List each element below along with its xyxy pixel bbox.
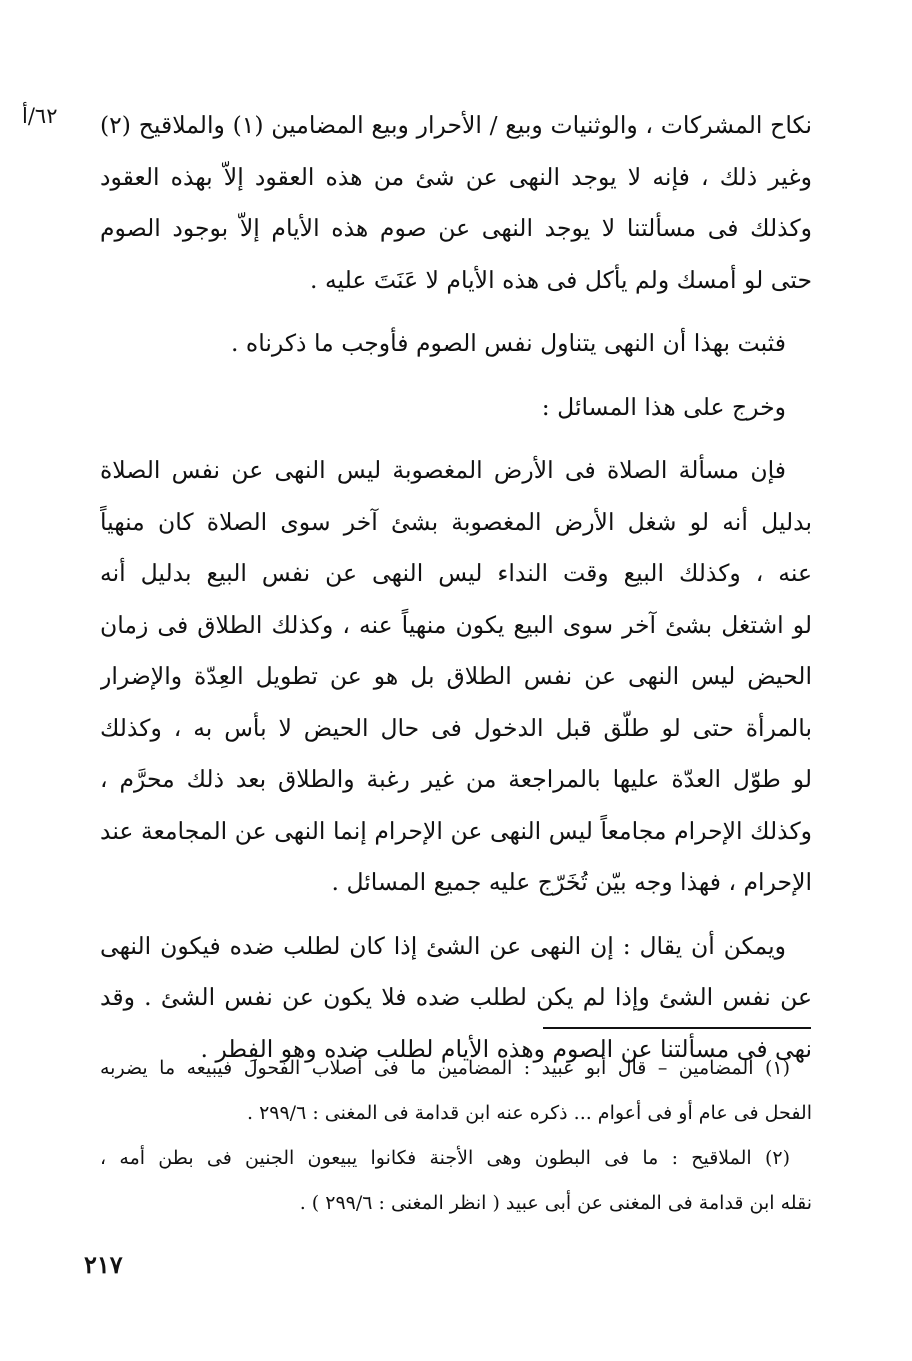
text-line: نهى فى مسألتنا عن الصوم وهذه الأيام لطلب ضده وهو الفِطر . — [200, 1034, 812, 1063]
footnote-line: (١) المضامين – قال أبو عبيد : المضامين ما فى أصلاب الفحول فيبيعه ما يضربه — [100, 1057, 790, 1079]
text-line: عنه ، وكذلك البيع وقت النداء ليس النهى عن نفس البيع بدليل أنه — [100, 559, 812, 587]
text-line: حتى لو أمسك ولم يأكل فى هذه الأيام لا عَنَتَ عليه . — [310, 265, 812, 294]
footnote-2 — [100, 1136, 812, 1226]
footnote-line: نقله ابن قدامة فى المغنى عن أبى عبيد ( انظر المغنى : ٢٩٩/٦ ) . — [299, 1192, 812, 1214]
footnote-separator — [543, 1027, 811, 1029]
footnote-line: الفحل فى عام أو فى أعوام ... ذكره عنه ابن قدامة فى المغنى : ٢٩٩/٦ . — [246, 1102, 812, 1124]
text-line: وغير ذلك ، فإنه لا يوجد النهى عن شئ من هذه العقود إلاّ بهذه العقود — [100, 162, 812, 191]
paragraph-4 — [100, 445, 812, 909]
text-line: نكاح المشركات ، والوثنيات وبيع / الأحرار وبيع المضامين (١) والملاقيح (٢) — [100, 111, 812, 139]
text-line: فإن مسألة الصلاة فى الأرض المغصوبة ليس النهى عن نفس الصلاة — [100, 456, 786, 484]
text-line: بدليل أنه لو شغل الأرض المغصوبة بشئ آخر سوى الصلاة كان منهياً — [100, 507, 812, 536]
text-line: لو طوّل العدّة عليها بالمراجعة من غير رغبة والطلاق بعد ذلك محرَّم ، — [100, 765, 812, 793]
text-line: الإحرام ، فهذا وجه بيّن تُخَرّج عليه جميع المسائل . — [331, 868, 812, 896]
paragraph-1 — [100, 100, 812, 306]
paragraph-3: وخرج على هذا المسائل : — [541, 392, 786, 421]
text-line: وكذلك فى مسألتنا لا يوجد النهى عن صوم هذه الأيام إلاّ بوجود الصوم — [100, 214, 812, 242]
footnote-1 — [100, 1046, 812, 1136]
main-text — [100, 100, 812, 1075]
footnote-line: (٢) الملاقيح : ما فى البطون وهى الأجنة فكانوا يبيعون الجنين فى بطن أمه ، — [100, 1147, 790, 1169]
text-line: بالمرأة حتى لو طلّق قبل الدخول فى حال الحيض لا بأس به ، وكذلك — [100, 713, 812, 742]
page-number: ٢١٧ — [84, 1250, 123, 1279]
text-line: وكذلك الإحرام مجامعاً ليس النهى عن الإحرام إنما النهى عن المجامعة عند — [100, 816, 812, 845]
text-line: عن نفس الشئ وإذا لم يكن لطلب ضده فلا يكون عن نفس الشئ . وقد — [100, 983, 812, 1011]
text-line: ويمكن أن يقال : إن النهى عن الشئ إذا كان لطلب ضده فيكون النهى — [100, 931, 786, 960]
footnotes — [100, 1046, 812, 1226]
text-line: الحيض ليس النهى عن نفس الطلاق بل هو عن تطويل العِدّة والإضرار — [100, 662, 812, 690]
text-line: لو اشتغل بشئ آخر سوى البيع يكون منهياً عنه ، وكذلك الطلاق فى زمان — [100, 610, 812, 639]
paragraph-2: فثبت بهذا أن النهى يتناول نفس الصوم فأوجب ما ذكرناه . — [230, 329, 786, 357]
margin-folio-note: ٦٢/أ — [22, 104, 58, 128]
